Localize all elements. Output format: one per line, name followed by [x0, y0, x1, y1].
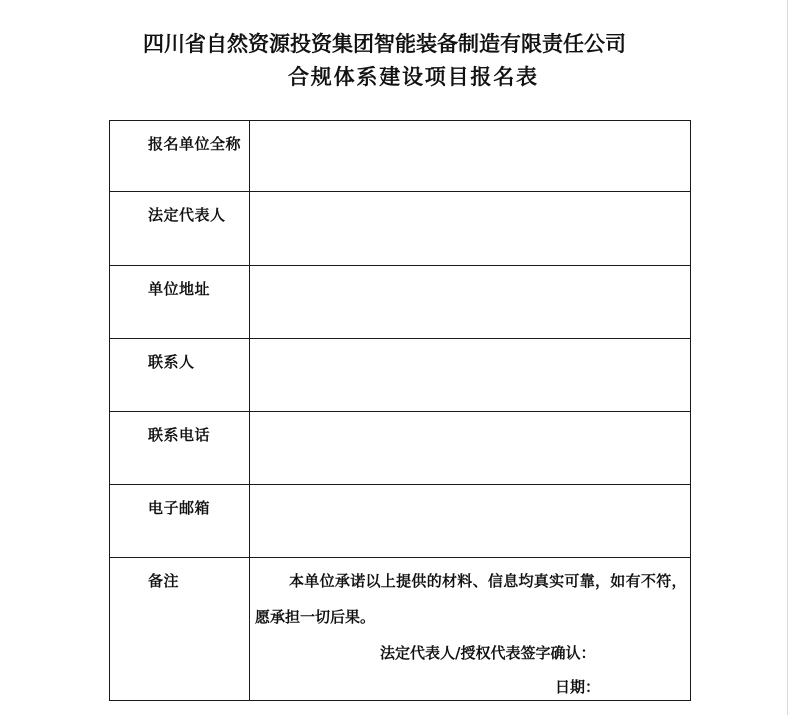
label-cell [110, 558, 250, 700]
company-name-label: 报名单位全称 [148, 135, 242, 153]
commitment-statement-line-1: 本单位承诺以上提供的材料、信息均真实可靠，如有不符， [289, 572, 687, 590]
form-row-remarks [110, 558, 690, 700]
form-row-email [110, 485, 690, 558]
page-edge [787, 0, 788, 715]
date-prompt: 日期： [555, 678, 601, 696]
registration-form-table [109, 120, 691, 701]
contact-person-field [250, 339, 690, 411]
label-cell [110, 266, 250, 338]
label-cell [110, 192, 250, 265]
commitment-statement-line-2: 愿承担一切后果。 [255, 608, 376, 626]
email-field [250, 485, 690, 557]
email-label: 电子邮箱 [148, 499, 211, 517]
legal-representative-label: 法定代表人 [148, 206, 226, 224]
signature-prompt: 法定代表人/授权代表签字确认： [380, 644, 596, 662]
address-field [250, 266, 690, 338]
label-cell [110, 339, 250, 411]
form-row-address [110, 266, 690, 339]
document-title: 四川省自然资源投资集团智能装备制造有限责任公司 [143, 32, 626, 56]
label-cell [110, 121, 250, 191]
form-row-company-name [110, 121, 690, 192]
form-row-contact-person [110, 339, 690, 412]
company-name-field [250, 121, 690, 191]
remarks-label: 备注 [148, 572, 180, 590]
label-cell [110, 412, 250, 484]
document-subtitle: 合规体系建设项目报名表 [288, 65, 539, 89]
legal-representative-field [250, 192, 690, 265]
contact-person-label: 联系人 [148, 353, 195, 371]
remarks-content [250, 558, 690, 700]
form-row-phone [110, 412, 690, 485]
phone-label: 联系电话 [148, 426, 211, 444]
address-label: 单位地址 [148, 280, 211, 298]
form-row-legal-representative [110, 192, 690, 266]
label-cell [110, 485, 250, 557]
phone-field [250, 412, 690, 484]
